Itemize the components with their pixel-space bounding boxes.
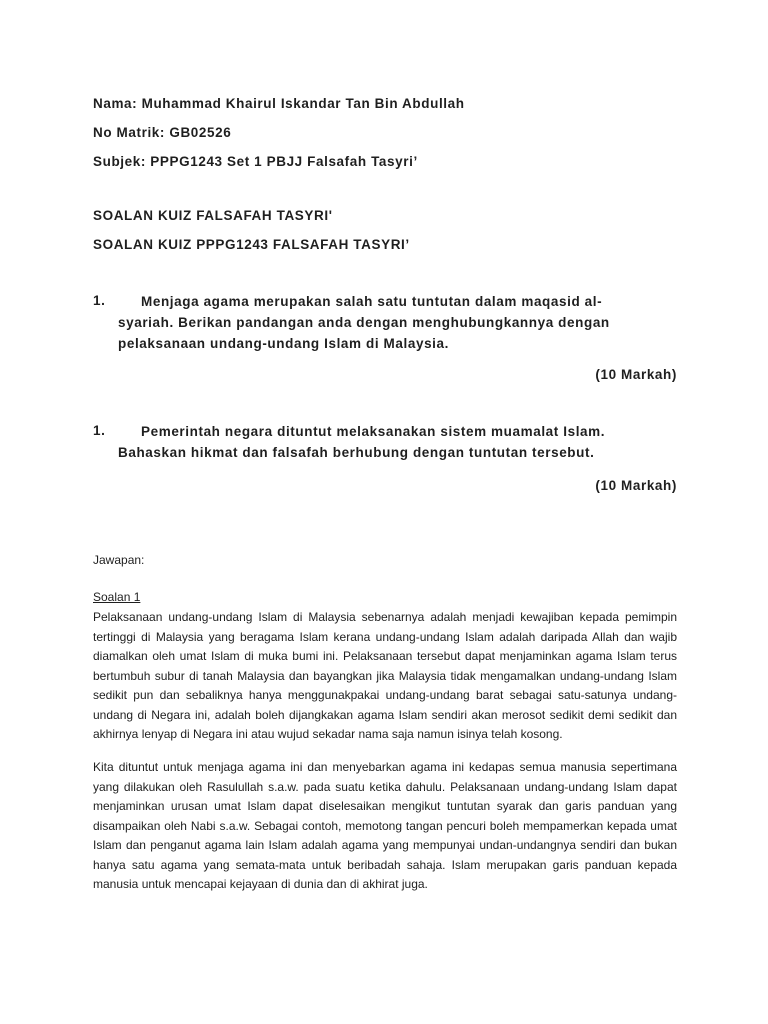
question-text: Pemerintah negara dituntut melaksanakan sistem muamalat Islam. Bahaskan hikmat dan falsafah berhubung dengan tuntutan tersebut. bbox=[118, 424, 606, 460]
answer-paragraph-2: Kita dituntut untuk menjaga agama ini dan menyebarkan agama ini kedapas semua manusia sepertimana yang dilakukan oleh Rasulullah s.a.w. pada suatu ketika dahulu. Pelaksanaan undang-undang Islam dapat menjaminkan urusan umat Islam dapat diselesaikan mengikut tuntutan syarak dan garis panduan yang disampaikan oleh Nabi s.a.w. Sebagai contoh, memotong tangan pencuri boleh mempamerkan kepada umat Islam dan penganut agama lain Islam adalah agama yang mempunyai undan-undangnya sendiri dan bukan hanya satu agama yang semata-mata untuk beribadah sahaja. Islam merupakan garis panduan kepada manusia untuk mencapai kejayaan di dunia dan di akhirat juga. bbox=[93, 760, 677, 891]
answer-section-title: Soalan 1 bbox=[93, 590, 141, 604]
answer-label: Jawapan: bbox=[93, 553, 145, 567]
question-marks: (10 Markah) bbox=[595, 478, 677, 493]
quiz-title-1: SOALAN KUIZ FALSAFAH TASYRI' bbox=[93, 208, 333, 223]
question-marks: (10 Markah) bbox=[595, 367, 677, 382]
question-number: 1. bbox=[93, 423, 106, 438]
student-name: Nama: Muhammad Khairul Iskandar Tan Bin Abdullah bbox=[93, 96, 465, 111]
question-number: 1. bbox=[93, 293, 106, 308]
matric-number: No Matrik: GB02526 bbox=[93, 125, 232, 140]
subject-line: Subjek: PPPG1243 Set 1 PBJJ Falsafah Tasyri’ bbox=[93, 154, 418, 169]
answer-paragraph-1: Pelaksanaan undang-undang Islam di Malaysia sebenarnya adalah menjadi kewajiban kepada pemimpin tertinggi di Malaysia yang beragama Islam kerana undang-undang Islam adalah daripada Allah dan wajib diamalkan oleh umat Islam di muka bumi ini. Pelaksanaan tersebut dapat menjaminkan agama Islam terus bertumbuh subur di tanah Malaysia dan bayangkan jika Malaysia tidak mengamalkan undang-undang Islam sedikit pun dan sebaliknya hanya menggunakpakai undang-undang barat sebagai satu-satunya undang-undang di Negara ini, adalah boleh dijangkakan agama Islam sendiri akan merosot sedikit demi sedikit dan akhirnya lenyap di Negara ini atau wujud sekadar nama saja namun isinya telah kosong. bbox=[93, 610, 677, 741]
question-text: Menjaga agama merupakan salah satu tuntutan dalam maqasid al-syariah. Berikan pandangan anda dengan menghubungkannya dengan pelaksanaan undang-undang Islam di Malaysia. bbox=[118, 294, 610, 351]
quiz-title-2: SOALAN KUIZ PPPG1243 FALSAFAH TASYRI’ bbox=[93, 237, 410, 252]
